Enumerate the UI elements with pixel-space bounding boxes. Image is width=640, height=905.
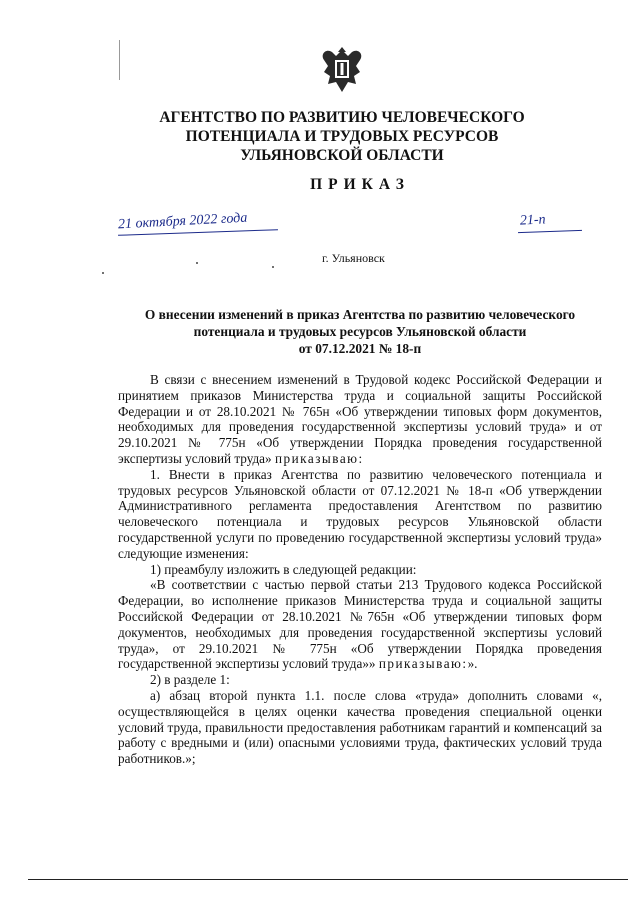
scan-speck: [102, 272, 104, 274]
new-preamble-paragraph: [118, 577, 602, 672]
preamble-text: В связи с внесением изменений в Трудовой кодекс Российской Федерации и принятием приказов Министерства труда и социальной защиты Российской Федерации и от 28.10.2021 № 765н «Об утверждении типовых форм документов, необходимых для проведения государственной экспертизы условий труда» и от 29.10.2021 № 775н «Об утверждении Порядка проведения государственной экспертизы условий труда»: [118, 372, 602, 466]
order-body: [118, 372, 602, 767]
handwritten-number: 21-п: [519, 212, 547, 229]
subject-line: О внесении изменений в приказ Агентства по развитию человеческого: [144, 307, 576, 322]
scan-edge-mark: [119, 40, 120, 80]
page-bottom-rule: [28, 879, 628, 880]
new-order-word: приказываю:: [378, 656, 468, 672]
preamble-paragraph: В связи с внесением изменений в Трудовой кодекс Российской Федерации и принятием приказов Министерства труда и социальной защиты Российской Федерации и от 28.10.2021 № 765н «Об утверждении типовых форм документов, необходимых для проведения государственной экспертизы условий труда» и от 29.10.2021 № 775н «Об утверждении Порядка проведения государственной экспертизы условий труда» приказываю:: [118, 372, 602, 466]
item-1-paragraph: 1. Внести в приказ Агентства по развитию человеческого потенциала и трудовых ресурсов Ульяновской области от 07.12.2021 № 18-п «Об утверждении Административного регламента предоставления Агентством по развитию человеческого потенциала и трудовых ресурсов Ульяновской области государственной услуги по проведению государственной экспертизы условий труда» следующие изменения:: [118, 466, 602, 561]
doc-type-title: ПРИКАЗ: [310, 176, 410, 193]
agency-line: АГЕНТСТВО ПО РАЗВИТИЮ ЧЕЛОВЕЧЕСКОГО: [159, 109, 525, 126]
city-label: г. Ульяновск: [322, 251, 385, 265]
quote-end: ».: [467, 656, 478, 672]
coat-of-arms-icon: [318, 46, 366, 96]
order-word: приказываю: [274, 450, 359, 466]
agency-line: УЛЬЯНОВСКОЙ ОБЛАСТИ: [240, 147, 444, 164]
number-underline: [518, 230, 582, 233]
handwritten-date: 21 октября 2022 года: [117, 210, 248, 233]
subitem-2-paragraph: 2) в разделе 1:: [150, 672, 230, 688]
order-subject: [118, 306, 602, 357]
scan-speck: [272, 266, 274, 268]
new-preamble-text: «В соответствии с частью первой статьи 213 Трудового кодекса Российской Федерации, во исполнение приказов Министерства труда и социальной защиты Российской Федерации от 28.10.2021 №765н «Об утверждении типовых форм документов, необходимых для проведения государственной экспертизы условий труда», от 29.10.2021 № 775н «Об утверждении Порядка проведения государственной экспертизы условий труда»»: [118, 577, 602, 672]
subitem-a-paragraph: а) абзац второй пункта 1.1. после слова «труда» дополнить словами «, осуществляющейся в целях оценки качества проведения специальной оценки условий труда, правильности предоставления работникам гарантий и компенсаций за работу с вредными и (или) опасными условиями труда, фактических условий труда работников.»;: [118, 687, 602, 767]
scan-speck: [196, 262, 198, 264]
agency-name: [150, 108, 534, 165]
agency-line: ПОТЕНЦИАЛА И ТРУДОВЫХ РЕСУРСОВ: [185, 128, 499, 145]
subitem-1-paragraph: 1) преамбулу изложить в следующей редакции:: [150, 561, 417, 577]
subject-line: от 07.12.2021 № 18-п: [298, 341, 422, 356]
subject-line: потенциала и трудовых ресурсов Ульяновской области: [193, 324, 527, 339]
